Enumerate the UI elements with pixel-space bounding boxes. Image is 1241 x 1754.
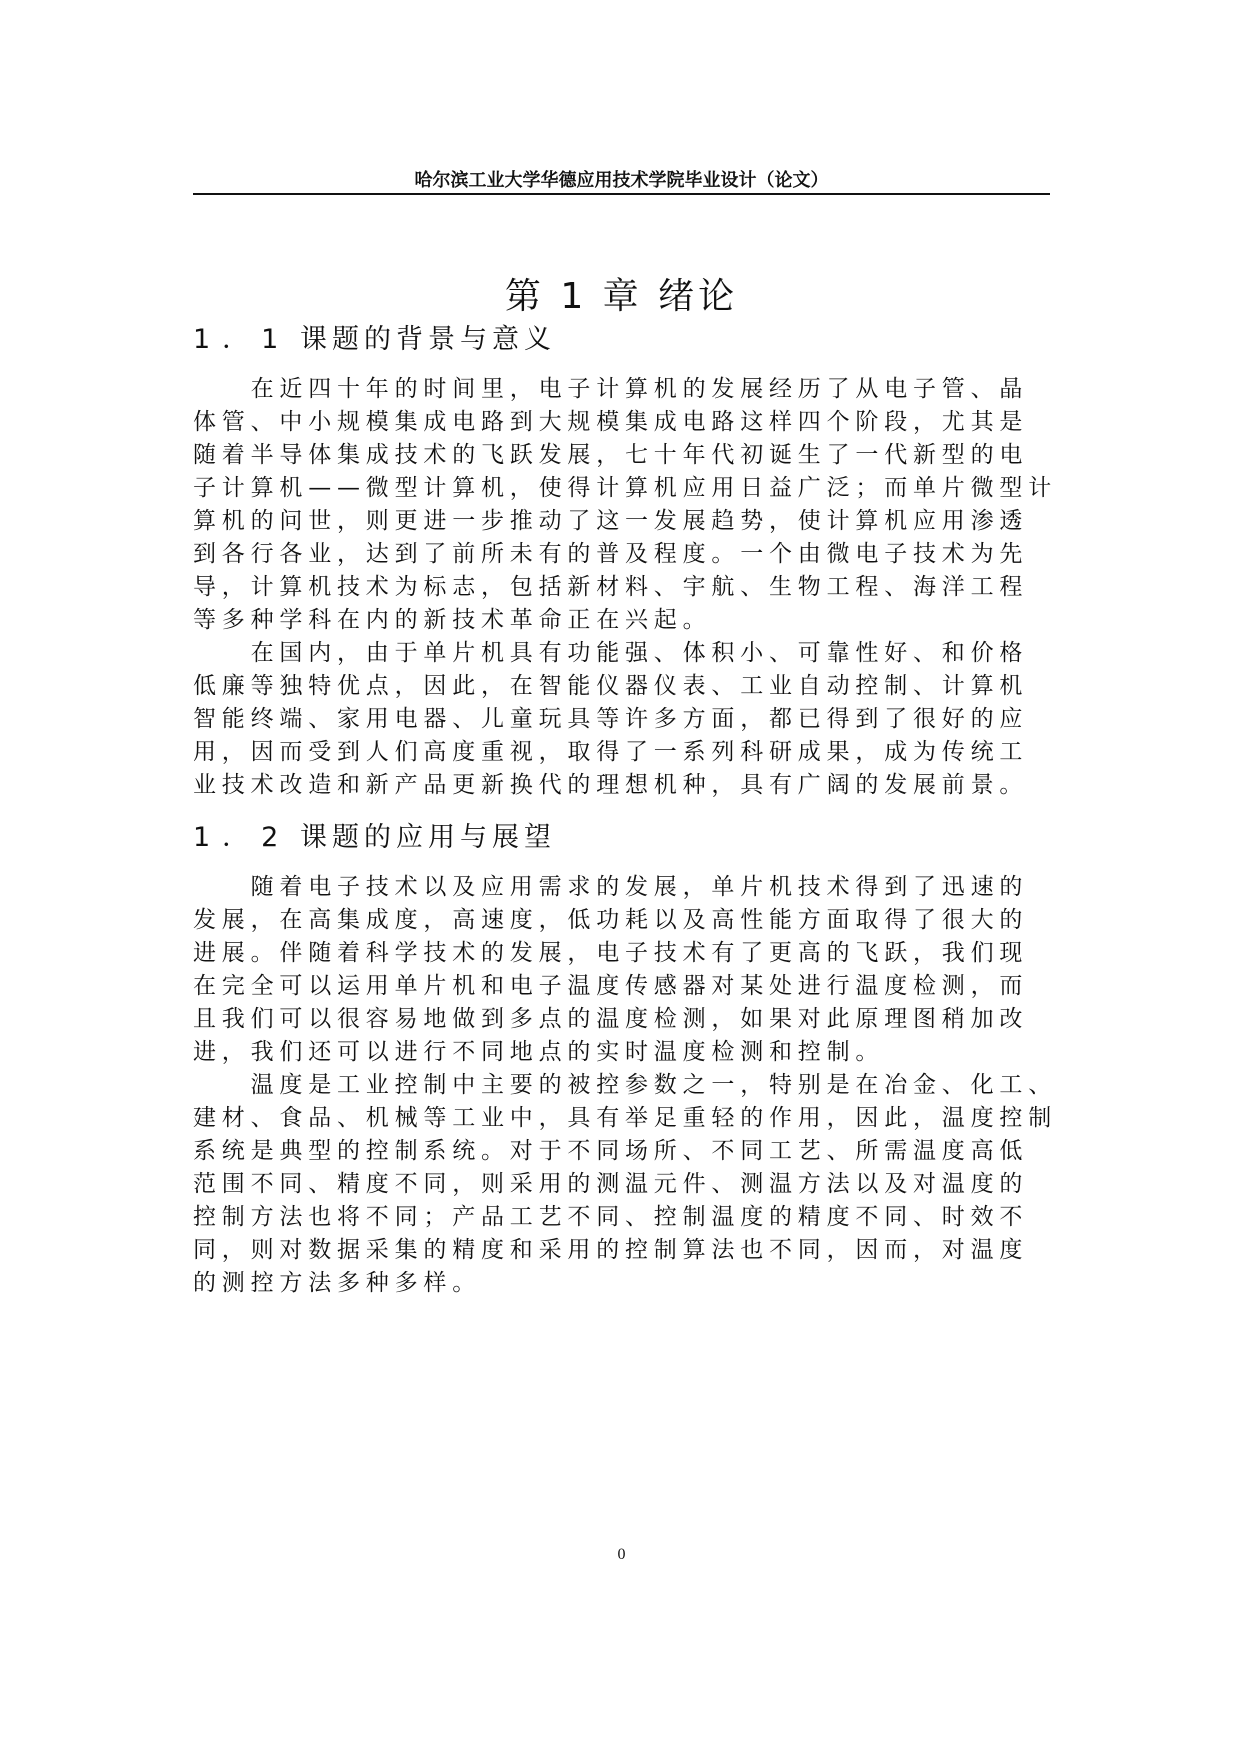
section-number: 1．1 <box>193 324 291 355</box>
paragraph-line: 随着电子技术以及应用需求的发展，单片机技术得到了迅速的 <box>193 874 1029 900</box>
section-heading-1-1 <box>193 317 1050 356</box>
section-title: 课题的背景与意义 <box>300 324 556 355</box>
paragraph-line: 在近四十年的时间里，电子计算机的发展经历了从电子管、晶 <box>193 376 1029 402</box>
paragraph-line: 用，因而受到人们高度重视，取得了一系列科研成果，成为传统工 <box>193 739 1029 765</box>
section-title: 课题的应用与展望 <box>300 822 556 853</box>
paragraph-line: 智能终端、家用电器、儿童玩具等许多方面，都已得到了很好的应 <box>193 706 1029 732</box>
paragraph-line: 子计算机——微型计算机，使得计算机应用日益广泛；而单片微型计 <box>193 475 1057 501</box>
header-rule <box>193 193 1050 195</box>
paragraph-line: 同，则对数据采集的精度和采用的控制算法也不同，因而，对温度 <box>193 1237 1029 1263</box>
paragraph-line: 建材、食品、机械等工业中，具有举足重轻的作用，因此，温度控制 <box>193 1105 1057 1131</box>
paragraph-line: 范围不同、精度不同，则采用的测温元件、测温方法以及对温度的 <box>193 1171 1029 1197</box>
paragraph-line: 的测控方法多种多样。 <box>193 1270 481 1296</box>
paragraph-line: 在完全可以运用单片机和电子温度传感器对某处进行温度检测，而 <box>193 973 1029 999</box>
paragraph-line: 到各行各业，达到了前所未有的普及程度。一个由微电子技术为先 <box>193 541 1029 567</box>
page-number: 0 <box>617 1546 626 1563</box>
section-heading-1-2 <box>193 815 1050 854</box>
paragraph-line: 控制方法也将不同；产品工艺不同、控制温度的精度不同、时效不 <box>193 1204 1029 1230</box>
paragraph-line: 且我们可以很容易地做到多点的温度检测，如果对此原理图稍加改 <box>193 1006 1029 1032</box>
chapter-title: 第 1 章 绪论 <box>504 276 739 317</box>
section-number: 1．2 <box>193 822 291 853</box>
paragraph-line: 体管、中小规模集成电路到大规模集成电路这样四个阶段，尤其是 <box>193 409 1029 435</box>
paragraph-line: 随着半导体集成技术的飞跃发展，七十年代初诞生了一代新型的电 <box>193 442 1029 468</box>
paragraph-line: 算机的问世，则更进一步推动了这一发展趋势，使计算机应用渗透 <box>193 508 1029 534</box>
paragraph-line: 导，计算机技术为标志，包括新材料、宇航、生物工程、海洋工程 <box>193 574 1029 600</box>
running-header: 哈尔滨工业大学华德应用技术学院毕业设计（论文） <box>414 170 829 191</box>
paragraph-line: 发展，在高集成度，高速度，低功耗以及高性能方面取得了很大的 <box>193 907 1029 933</box>
paragraph-line: 等多种学科在内的新技术革命正在兴起。 <box>193 607 712 633</box>
paragraph-line: 进展。伴随着科学技术的发展，电子技术有了更高的飞跃，我们现 <box>193 940 1029 966</box>
paragraph-line: 系统是典型的控制系统。对于不同场所、不同工艺、所需温度高低 <box>193 1138 1029 1164</box>
paragraph-line: 在国内，由于单片机具有功能强、体积小、可靠性好、和价格 <box>193 640 1029 666</box>
paragraph-line: 温度是工业控制中主要的被控参数之一，特别是在冶金、化工、 <box>193 1072 1057 1098</box>
paragraph-line: 业技术改造和新产品更新换代的理想机种，具有广阔的发展前景。 <box>193 772 1029 798</box>
paragraph-line: 低廉等独特优点，因此，在智能仪器仪表、工业自动控制、计算机 <box>193 673 1029 699</box>
paragraph-line: 进，我们还可以进行不同地点的实时温度检测和控制。 <box>193 1039 885 1065</box>
